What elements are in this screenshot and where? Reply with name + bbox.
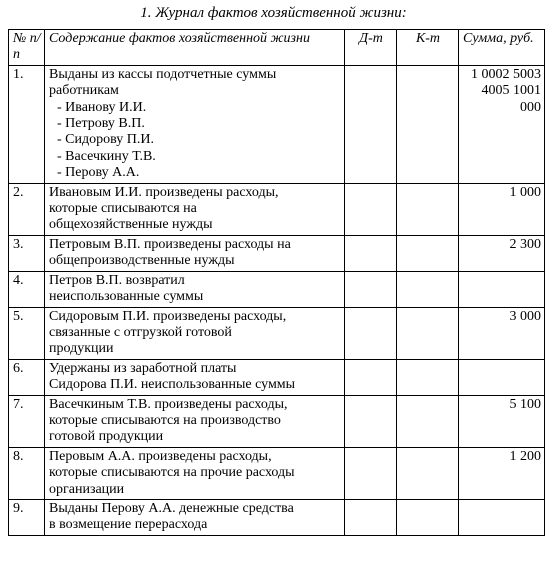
row-credit bbox=[397, 271, 459, 307]
content-line: в возмещение перерасхода bbox=[49, 517, 208, 533]
row-amount bbox=[459, 499, 545, 535]
row-credit bbox=[397, 499, 459, 535]
row-content bbox=[45, 183, 345, 235]
row-content bbox=[45, 235, 345, 271]
table-row bbox=[9, 447, 545, 499]
row-content bbox=[45, 447, 345, 499]
content-line: Ивановым И.И. произведены расходы, bbox=[49, 184, 279, 200]
row-content bbox=[45, 307, 345, 359]
content-line: организации bbox=[49, 481, 125, 497]
header-credit: К-т bbox=[397, 30, 459, 66]
row-content bbox=[45, 65, 345, 183]
row-number: 4. bbox=[9, 271, 45, 307]
header-amount-line1: Сумма, bbox=[463, 31, 507, 46]
row-content bbox=[45, 359, 345, 395]
row-credit bbox=[397, 65, 459, 183]
row-number: 2. bbox=[9, 183, 45, 235]
row-debit bbox=[345, 447, 397, 499]
table-row bbox=[9, 235, 545, 271]
row-amount: 1 000 bbox=[459, 183, 545, 235]
content-line: неиспользованные суммы bbox=[49, 289, 204, 305]
row-number: 9. bbox=[9, 499, 45, 535]
header-amount bbox=[459, 30, 545, 66]
header-debit: Д-т bbox=[345, 30, 397, 66]
header-amount-line2: руб. bbox=[510, 31, 534, 46]
content-line: работникам bbox=[49, 83, 119, 99]
header-row bbox=[9, 30, 545, 66]
content-line: общепроизводственные нужды bbox=[49, 253, 235, 269]
row-amount bbox=[459, 359, 545, 395]
row-debit bbox=[345, 359, 397, 395]
row-debit bbox=[345, 183, 397, 235]
sub-item-amount: 5 100 bbox=[502, 83, 534, 99]
row-credit bbox=[397, 395, 459, 447]
content-line: Сидоровым П.И. произведены расходы, bbox=[49, 308, 287, 324]
row-content bbox=[45, 271, 345, 307]
row-amount bbox=[459, 271, 545, 307]
content-line: связанные с отгрузкой готовой bbox=[49, 324, 232, 340]
header-num-line1: № bbox=[13, 31, 27, 46]
row-content bbox=[45, 395, 345, 447]
sub-item: - Перову А.А. bbox=[57, 165, 140, 181]
content-line: общехозяйственные нужды bbox=[49, 217, 213, 233]
header-content bbox=[45, 30, 345, 66]
row-credit bbox=[397, 307, 459, 359]
row-amount: 3 000 bbox=[459, 307, 545, 359]
header-num bbox=[9, 30, 45, 66]
row-amount: 1 200 bbox=[459, 447, 545, 499]
table-row bbox=[9, 271, 545, 307]
row-number: 1. bbox=[9, 65, 45, 183]
journal-table bbox=[8, 29, 545, 536]
header-num-line2: п/п bbox=[13, 31, 41, 63]
content-line: продукции bbox=[49, 341, 114, 357]
row-number: 8. bbox=[9, 447, 45, 499]
row-credit bbox=[397, 359, 459, 395]
sub-item: - Петрову В.П. bbox=[57, 116, 145, 132]
row-amount: 5 100 bbox=[459, 395, 545, 447]
header-content-line2: жизни bbox=[270, 31, 310, 46]
row-number: 7. bbox=[9, 395, 45, 447]
content-line: которые списываются на прочие расходы bbox=[49, 465, 295, 481]
sub-item: - Иванову И.И. bbox=[57, 99, 147, 115]
table-row bbox=[9, 499, 545, 535]
header-content-line1: Содержание фактов хозяйственной bbox=[49, 31, 268, 46]
row-number: 3. bbox=[9, 235, 45, 271]
row-debit bbox=[345, 307, 397, 359]
sub-item-amount: 1 000 bbox=[471, 66, 503, 82]
table-row bbox=[9, 65, 545, 183]
content-line: Сидорова П.И. неиспользованные суммы bbox=[49, 377, 296, 393]
row-credit bbox=[397, 447, 459, 499]
sub-item-amount: 2 500 bbox=[502, 66, 534, 82]
row-amount bbox=[459, 65, 545, 183]
content-line: Выданы Перову А.А. денежные средства bbox=[49, 500, 294, 516]
content-line: Выданы из кассы подотчетные суммы bbox=[49, 66, 277, 82]
sub-item-amount: 3 400 bbox=[481, 66, 541, 99]
sub-item: - Сидорову П.И. bbox=[57, 132, 154, 148]
content-line: Петров В.П. возвратил bbox=[49, 272, 185, 288]
content-line: Удержаны из заработной платы bbox=[49, 360, 237, 376]
row-number: 5. bbox=[9, 307, 45, 359]
content-line: которые списываются на bbox=[49, 201, 197, 217]
table-row bbox=[9, 359, 545, 395]
sub-item: - Васечкину Т.В. bbox=[57, 148, 156, 164]
row-debit bbox=[345, 271, 397, 307]
row-credit bbox=[397, 235, 459, 271]
row-debit bbox=[345, 395, 397, 447]
table-row bbox=[9, 183, 545, 235]
content-line: Петровым В.П. произведены расходы на bbox=[49, 236, 291, 252]
row-debit bbox=[345, 499, 397, 535]
table-row bbox=[9, 395, 545, 447]
content-line: готовой продукции bbox=[49, 429, 164, 445]
row-content bbox=[45, 499, 345, 535]
journal-title: 1. Журнал фактов хозяйственной жизни: bbox=[140, 5, 407, 21]
row-amount: 2 300 bbox=[459, 235, 545, 271]
table-row bbox=[9, 307, 545, 359]
row-number: 6. bbox=[9, 359, 45, 395]
row-credit bbox=[397, 183, 459, 235]
content-line: Перовым А.А. произведены расходы, bbox=[49, 448, 272, 464]
row-debit bbox=[345, 65, 397, 183]
sub-item-amount: 1 000 bbox=[520, 83, 541, 115]
row-debit bbox=[345, 235, 397, 271]
content-line: которые списываются на производство bbox=[49, 412, 281, 428]
content-line: Васечкиным Т.В. произведены расходы, bbox=[49, 396, 288, 412]
